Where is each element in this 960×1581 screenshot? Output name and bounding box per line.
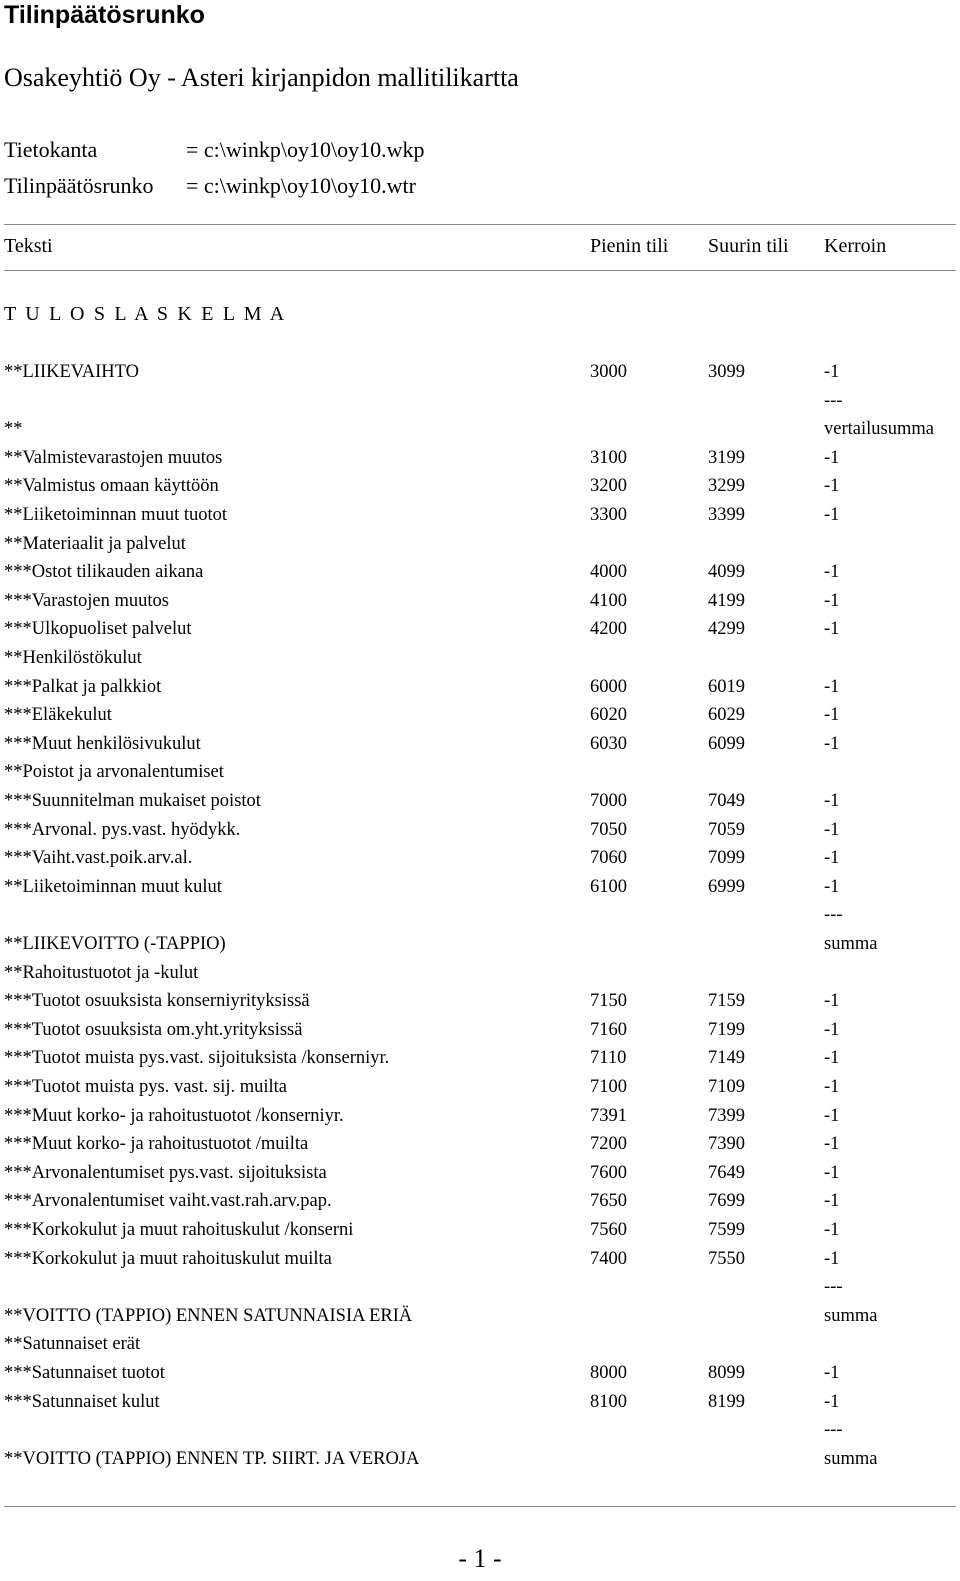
- row-text: ***Tuotot muista pys.vast. sijoituksista /konserniyr.: [4, 1048, 390, 1069]
- row-factor: -1: [824, 590, 840, 611]
- row-max-account: 7049: [708, 791, 745, 811]
- row-factor: summa: [824, 934, 878, 954]
- row-factor: -1: [824, 447, 840, 468]
- row-text: ***Ostot tilikauden aikana: [4, 562, 204, 583]
- row-max-account: 7399: [708, 1105, 745, 1126]
- row-min-account: 7160: [590, 1019, 627, 1040]
- row-text: ***Muut korko- ja rahoitustuotot /muilta: [4, 1134, 309, 1155]
- account-row: [0, 703, 960, 732]
- meta-value: = c:\winkp\oy10\oy10.wkp: [186, 137, 425, 162]
- row-max-account: 4099: [708, 562, 745, 583]
- column-header-text: Teksti: [4, 235, 53, 257]
- account-row: [0, 1418, 960, 1447]
- row-min-account: 7000: [590, 791, 627, 811]
- column-header-max: Suurin tili: [708, 235, 789, 257]
- row-text: **LIIKEVAIHTO: [4, 362, 139, 382]
- row-text: **LIIKEVOITTO (-TAPPIO): [4, 934, 226, 954]
- row-min-account: 7100: [590, 1077, 627, 1097]
- account-row: [0, 961, 960, 990]
- account-row: [0, 903, 960, 932]
- column-header-factor: Kerroin: [824, 235, 887, 257]
- row-factor: -1: [824, 1363, 840, 1383]
- row-factor: -1: [824, 1077, 840, 1097]
- row-max-account: 6999: [708, 876, 745, 897]
- row-min-account: 8100: [590, 1391, 627, 1412]
- row-factor: summa: [824, 1448, 878, 1469]
- row-text: ***Korkokulut ja muut rahoituskulut muilta: [4, 1248, 332, 1269]
- row-factor: -1: [824, 562, 840, 583]
- account-row: [0, 1304, 960, 1333]
- row-factor: ---: [824, 1420, 843, 1441]
- account-row: [0, 1275, 960, 1304]
- row-min-account: 7050: [590, 819, 627, 840]
- row-min-account: 4100: [590, 590, 627, 611]
- row-text: **Poistot ja arvonalentumiset: [4, 762, 224, 783]
- account-row: [0, 760, 960, 789]
- row-text: ***Ulkopuoliset palvelut: [4, 619, 192, 640]
- row-text: ***Eläkekulut: [4, 705, 112, 726]
- row-text: ***Arvonalentumiset vaiht.vast.rah.arv.pap.: [4, 1191, 332, 1212]
- row-factor: -1: [824, 619, 840, 640]
- row-factor: -1: [824, 1105, 840, 1126]
- column-header-min: Pienin tili: [590, 235, 669, 257]
- account-row: [0, 1390, 960, 1419]
- header-bottom-divider: [4, 270, 956, 271]
- row-factor: vertailusumma: [824, 419, 934, 440]
- row-max-account: 7599: [708, 1220, 745, 1240]
- row-factor: -1: [824, 1391, 840, 1412]
- account-row: [0, 1046, 960, 1075]
- row-min-account: 7060: [590, 848, 627, 869]
- row-max-account: 7390: [708, 1134, 745, 1155]
- footer-divider: [4, 1506, 956, 1507]
- row-text: ***Muut korko- ja rahoitustuotot /konserniyr.: [4, 1105, 344, 1126]
- account-row: [0, 1332, 960, 1361]
- meta-key: Tietokanta: [4, 137, 98, 162]
- meta-value: = c:\winkp\oy10\oy10.wtr: [186, 173, 416, 198]
- row-factor: -1: [824, 1048, 840, 1069]
- row-max-account: 7199: [708, 1019, 745, 1040]
- row-text: **VOITTO (TAPPIO) ENNEN TP. SIIRT. JA VEROJA: [4, 1448, 420, 1469]
- row-text: ***Tuotot osuuksista om.yht.yrityksissä: [4, 1019, 303, 1040]
- section-title: T U L O S L A S K E L M A: [4, 303, 287, 325]
- row-factor: ---: [824, 1277, 843, 1298]
- account-row: [0, 560, 960, 589]
- row-max-account: 7149: [708, 1048, 745, 1069]
- row-min-account: 3300: [590, 505, 627, 525]
- row-factor: -1: [824, 1019, 840, 1040]
- row-min-account: 3200: [590, 476, 627, 497]
- row-max-account: 3299: [708, 476, 745, 497]
- page-number: - 1 -: [458, 1544, 502, 1573]
- account-row: [0, 789, 960, 818]
- row-max-account: 7099: [708, 848, 745, 869]
- account-row: [0, 1018, 960, 1047]
- row-max-account: 3199: [708, 447, 745, 468]
- row-min-account: 7150: [590, 991, 627, 1012]
- row-max-account: 7159: [708, 991, 745, 1012]
- row-max-account: 7059: [708, 819, 745, 840]
- document-title: Tilinpäätösrunko: [4, 1, 205, 29]
- row-factor: -1: [824, 676, 840, 697]
- account-row: [0, 1247, 960, 1276]
- row-factor: -1: [824, 505, 840, 525]
- row-text: **Henkilöstökulut: [4, 648, 142, 668]
- account-row: [0, 360, 960, 389]
- row-text: ***Satunnaiset kulut: [4, 1391, 160, 1412]
- row-text: ***Tuotot muista pys. vast. sij. muilta: [4, 1077, 288, 1097]
- row-factor: -1: [824, 991, 840, 1012]
- account-row: [0, 1104, 960, 1133]
- row-max-account: 7109: [708, 1077, 745, 1097]
- row-text: **VOITTO (TAPPIO) ENNEN SATUNNAISIA ERIÄ: [4, 1305, 413, 1326]
- row-min-account: 7400: [590, 1248, 627, 1269]
- account-row: [0, 932, 960, 961]
- account-row: [0, 474, 960, 503]
- row-max-account: 6029: [708, 705, 745, 726]
- column-header-row: [0, 235, 960, 263]
- row-text: ***Arvonal. pys.vast. hyödykk.: [4, 819, 241, 840]
- row-max-account: 3099: [708, 362, 745, 382]
- row-min-account: 7200: [590, 1134, 627, 1155]
- account-row: [0, 846, 960, 875]
- account-row: [0, 818, 960, 847]
- account-row: [0, 675, 960, 704]
- row-factor: ---: [824, 390, 843, 411]
- account-row: [0, 1132, 960, 1161]
- row-factor: -1: [824, 1134, 840, 1155]
- account-row: [0, 532, 960, 561]
- row-max-account: 6099: [708, 733, 745, 754]
- row-factor: -1: [824, 848, 840, 869]
- row-factor: ---: [824, 905, 843, 926]
- row-min-account: 4200: [590, 619, 627, 640]
- row-min-account: 4000: [590, 562, 627, 583]
- account-row: [0, 589, 960, 618]
- account-row: [0, 1189, 960, 1218]
- row-text: ***Muut henkilösivukulut: [4, 733, 201, 754]
- row-max-account: 8199: [708, 1391, 745, 1412]
- row-text: ***Suunnitelman mukaiset poistot: [4, 791, 261, 811]
- row-factor: -1: [824, 362, 840, 382]
- row-max-account: 7550: [708, 1248, 745, 1269]
- row-factor: -1: [824, 819, 840, 840]
- account-row: [0, 503, 960, 532]
- account-row: [0, 875, 960, 904]
- row-min-account: 7560: [590, 1220, 627, 1240]
- row-text: **Satunnaiset erät: [4, 1334, 141, 1355]
- row-factor: -1: [824, 733, 840, 754]
- row-min-account: 3000: [590, 362, 627, 382]
- document-subtitle: Osakeyhtiö Oy - Asteri kirjanpidon mallitilikartta: [4, 63, 519, 92]
- row-max-account: 4199: [708, 590, 745, 611]
- row-factor: -1: [824, 705, 840, 726]
- account-row: [0, 446, 960, 475]
- row-max-account: 3399: [708, 505, 745, 525]
- row-min-account: 7650: [590, 1191, 627, 1212]
- row-max-account: 7649: [708, 1162, 745, 1183]
- account-row: [0, 1447, 960, 1476]
- row-factor: -1: [824, 1248, 840, 1269]
- row-min-account: 6020: [590, 705, 627, 726]
- row-max-account: 8099: [708, 1363, 745, 1383]
- row-min-account: 6000: [590, 676, 627, 697]
- row-text: **Liiketoiminnan muut kulut: [4, 876, 222, 897]
- row-min-account: 7110: [590, 1048, 627, 1069]
- row-text: ***Palkat ja palkkiot: [4, 676, 162, 697]
- row-factor: -1: [824, 1191, 840, 1212]
- account-row: [0, 1218, 960, 1247]
- row-factor: summa: [824, 1305, 878, 1326]
- row-min-account: 8000: [590, 1363, 627, 1383]
- row-text: ***Tuotot osuuksista konserniyrityksissä: [4, 991, 310, 1012]
- row-min-account: 6030: [590, 733, 627, 754]
- account-row: [0, 646, 960, 675]
- row-factor: -1: [824, 1162, 840, 1183]
- row-min-account: 7600: [590, 1162, 627, 1183]
- row-text: ***Arvonalentumiset pys.vast. sijoituksista: [4, 1162, 327, 1183]
- row-min-account: 6100: [590, 876, 627, 897]
- row-text: **: [4, 419, 23, 440]
- account-row: [0, 617, 960, 646]
- row-min-account: 3100: [590, 447, 627, 468]
- row-text: **Materiaalit ja palvelut: [4, 533, 186, 554]
- account-row: [0, 1075, 960, 1104]
- row-text: **Valmistevarastojen muutos: [4, 447, 223, 468]
- row-text: ***Varastojen muutos: [4, 590, 169, 611]
- row-factor: -1: [824, 1220, 840, 1240]
- row-text: **Rahoitustuotot ja -kulut: [4, 962, 199, 983]
- row-max-account: 6019: [708, 676, 745, 697]
- account-row: [0, 417, 960, 446]
- row-min-account: 7391: [590, 1105, 627, 1126]
- account-row: [0, 732, 960, 761]
- meta-key: Tilinpäätösrunko: [4, 173, 154, 198]
- row-max-account: 7699: [708, 1191, 745, 1212]
- row-max-account: 4299: [708, 619, 745, 640]
- account-row: [0, 1361, 960, 1390]
- row-text: **Valmistus omaan käyttöön: [4, 476, 219, 497]
- header-top-divider: [4, 224, 956, 225]
- account-row: [0, 1161, 960, 1190]
- account-row: [0, 389, 960, 418]
- row-factor: -1: [824, 476, 840, 497]
- row-text: ***Korkokulut ja muut rahoituskulut /konserni: [4, 1220, 354, 1240]
- row-factor: -1: [824, 791, 840, 811]
- row-text: **Liiketoiminnan muut tuotot: [4, 505, 228, 525]
- row-text: ***Satunnaiset tuotot: [4, 1363, 165, 1383]
- account-row: [0, 989, 960, 1018]
- row-factor: -1: [824, 876, 840, 897]
- row-text: ***Vaiht.vast.poik.arv.al.: [4, 848, 193, 869]
